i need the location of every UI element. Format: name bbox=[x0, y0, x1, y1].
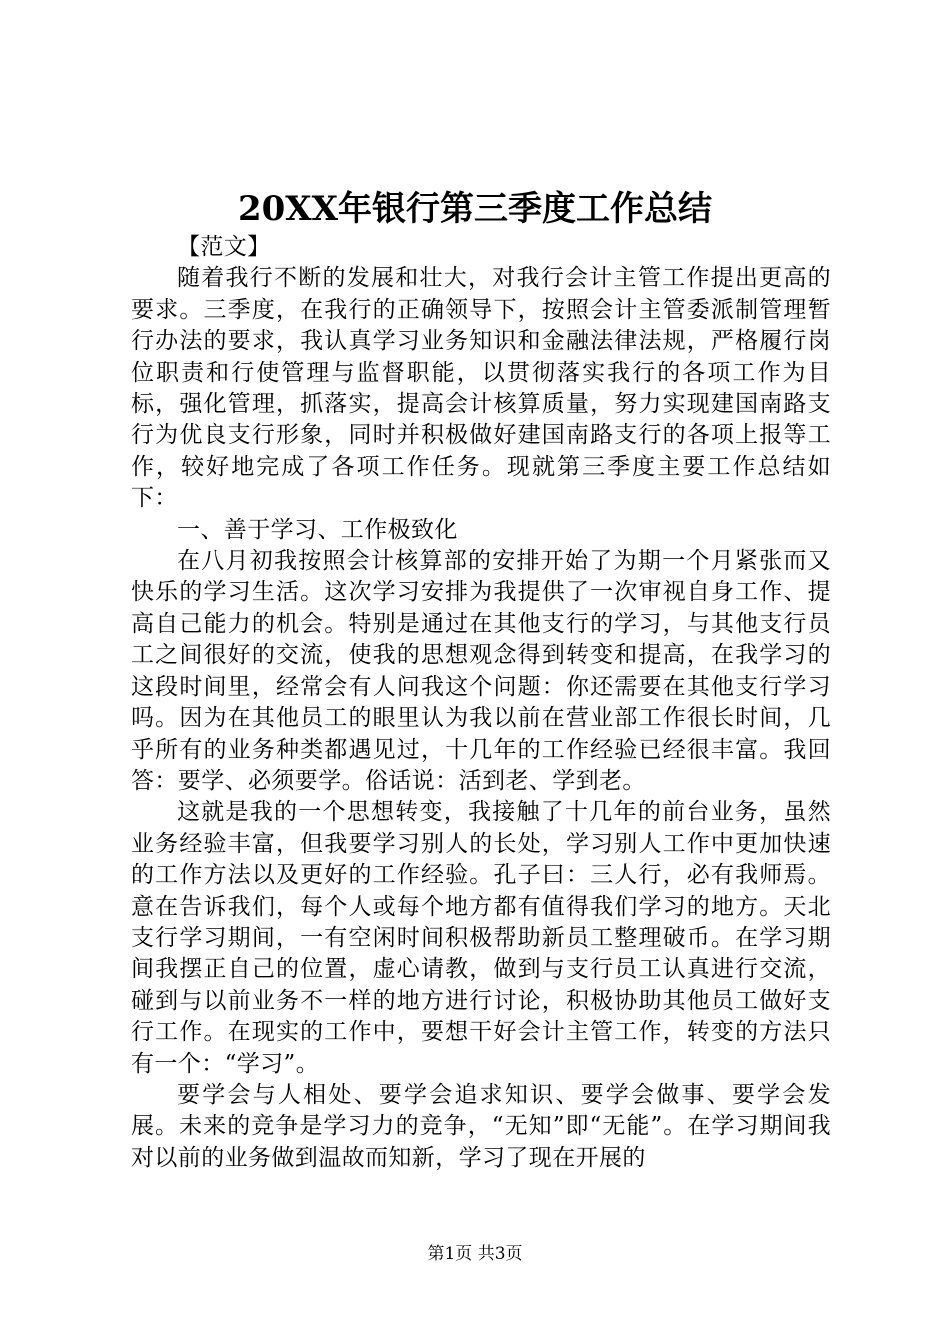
document-body bbox=[131, 232, 831, 1174]
paragraph: 【范文】 bbox=[177, 234, 271, 260]
paragraph: 随着我行不断的发展和壮大，对我行会计主管工作提出更高的要求。三季度，在我行的正确领导下，按照会计主管委派制管理暂行办法的要求，我认真学习业务知识和金融法律法规，严格履行岗位职责和行使管理与监督职能，以贯彻落实我行的各项工作为目标，强化管理，抓落实，提高会计核算质量，努力实现建国南路支行为优良支行形象，同时并积极做好建国南路支行的各项上报等工作，较好地完成了各项工作任务。现就第三季度主要工作总结如下： bbox=[131, 265, 831, 512]
paragraph: 这就是我的一个思想转变，我接触了十几年的前台业务，虽然业务经验丰富，但我要学习别人的长处，学习别人工作中更加快速的工作方法以及更好的工作经验。孔子曰：三人行，必有我师焉。意在告诉我们，每个人或每个地方都有值得我们学习的地方。天北支行学习期间，一有空闲时间积极帮助新员工整理破币。在学习期间我摆正自己的位置，虚心请教，做到与支行员工认真进行交流，碰到与以前业务不一样的地方进行讨论，积极协助其他员工做好支行工作。在现实的工作中，要想干好会计主管工作，转变的方法只有一个：“学习”。 bbox=[131, 799, 831, 1077]
page-footer: 第1页 共3页 bbox=[427, 1244, 523, 1264]
document-title: 20XX年银行第三季度工作总结 bbox=[237, 189, 713, 229]
paragraph: 要学会与人相处、要学会追求知识、要学会做事、要学会发展。未来的竞争是学习力的竞争，“无知”即“无能”。在学习期间我对以前的业务做到温故而知新，学习了现在开展的 bbox=[131, 1081, 831, 1171]
section-heading: 一、善于学习、工作极致化 bbox=[177, 516, 458, 543]
paragraph: 在八月初我按照会计核算部的安排开始了为期一个月紧张而又快乐的学习生活。这次学习安排为我提供了一次审视自身工作、提高自己能力的机会。特别是通过在其他支行的学习，与其他支行员工之间很好的交流，使我的思想观念得到转变和提高，在我学习的这段时间里，经常会有人问我这个问题：你还需要在其他支行学习吗。因为在其他员工的眼里认为我以前在营业部工作很长时间，几乎所有的业务种类都遇见过，十几年的工作经验已经很丰富。我回答：要学、必须要学。俗话说：活到老、学到老。 bbox=[131, 548, 831, 794]
